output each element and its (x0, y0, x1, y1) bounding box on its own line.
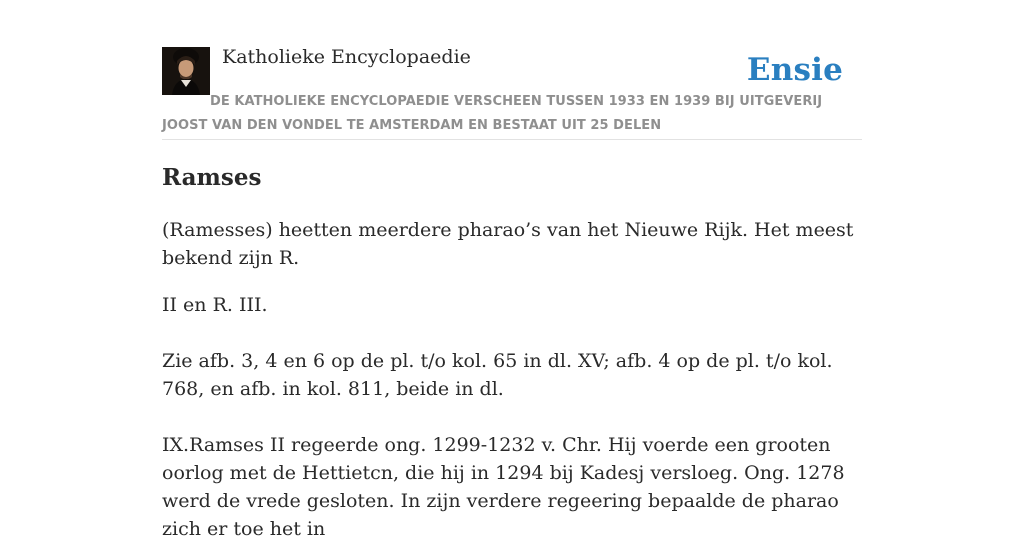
site-description: DE KATHOLIEKE ENCYCLOPAEDIE VERSCHEEN TUSSEN 1933 EN 1939 BIJ UITGEVERIJ JOOST VAN DEN VONDEL TE AMSTERDAM EN BESTAAT UIT 25 DELEN (162, 94, 823, 133)
article-paragraph-1: (Ramesses) heetten meerdere pharao’s van het Nieuwe Rijk. Het meest bekend zijn R. (162, 219, 854, 269)
portrait-icon (162, 47, 210, 95)
brand-logo[interactable]: Ensie (746, 52, 843, 88)
article-title: Ramses (162, 164, 262, 191)
avatar[interactable] (162, 47, 210, 95)
page (162, 0, 862, 540)
article-paragraph-4: IX.Ramses II regeerde ong. 1299-1232 v. Chr. Hij voerde een grooten oorlog met de Hettietcn, die hij in 1294 bij Kadesj versloeg. Ong. 1278 werd de vrede gesloten. In zijn verdere regeering bepaalde de pharao zich er toe het in (162, 434, 845, 540)
site-title[interactable]: Katholieke Encyclopaedie (222, 46, 471, 68)
article-paragraph-3: Zie afb. 3, 4 en 6 op de pl. t/o kol. 65 in dl. XV; afb. 4 op de pl. t/o kol. 768, en afb. in kol. 811, beide in dl. (162, 350, 833, 400)
site-header (162, 0, 862, 140)
article-paragraph-2: II en R. III. (162, 294, 268, 316)
